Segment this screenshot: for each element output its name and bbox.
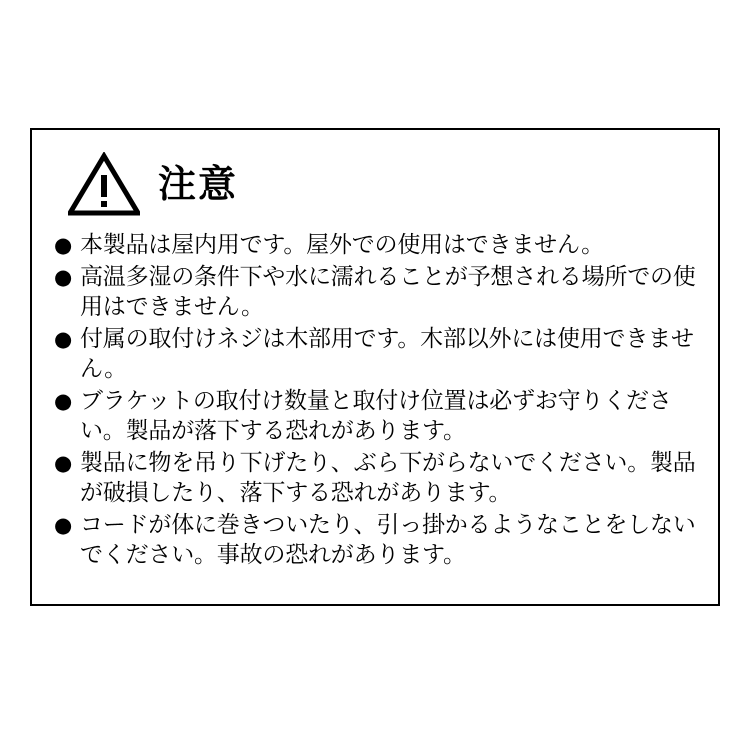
notice-title: 注意 — [158, 162, 239, 206]
warning-triangle-icon — [68, 152, 140, 216]
list-item-text: 高温多湿の条件下や水に濡れることが予想される場所での使用はできません。 — [80, 264, 696, 320]
bullet-marker-icon: ● — [54, 513, 73, 537]
caution-item-list — [54, 230, 696, 570]
list-item — [54, 230, 696, 260]
list-item-text: 製品に物を吊り下げたり、ぶら下がらないでください。製品が破損したり、落下する恐れがあります。 — [80, 450, 696, 506]
list-item — [54, 324, 696, 384]
list-item — [54, 386, 696, 446]
bullet-marker-icon: ● — [54, 265, 73, 289]
list-item — [54, 448, 696, 508]
list-item-text: ブラケットの取付け数量と取付け位置は必ずお守りください。製品が落下する恐れがあります。 — [80, 388, 672, 444]
notice-header — [54, 148, 696, 220]
bullet-marker-icon: ● — [54, 327, 73, 351]
notice-content — [32, 130, 718, 604]
bullet-marker-icon: ● — [54, 233, 73, 257]
bullet-marker-icon: ● — [54, 389, 73, 413]
list-item-text: 本製品は屋内用です。屋外での使用はできません。 — [80, 232, 604, 258]
bullet-marker-icon: ● — [54, 451, 73, 475]
list-item-text: コードが体に巻きついたり、引っ掛かるようなことをしないでください。事故の恐れがあります。 — [80, 512, 696, 568]
caution-notice-box — [30, 128, 720, 606]
list-item-text: 付属の取付けネジは木部用です。木部以外には使用できません。 — [80, 326, 694, 382]
list-item — [54, 510, 696, 570]
list-item — [54, 262, 696, 322]
